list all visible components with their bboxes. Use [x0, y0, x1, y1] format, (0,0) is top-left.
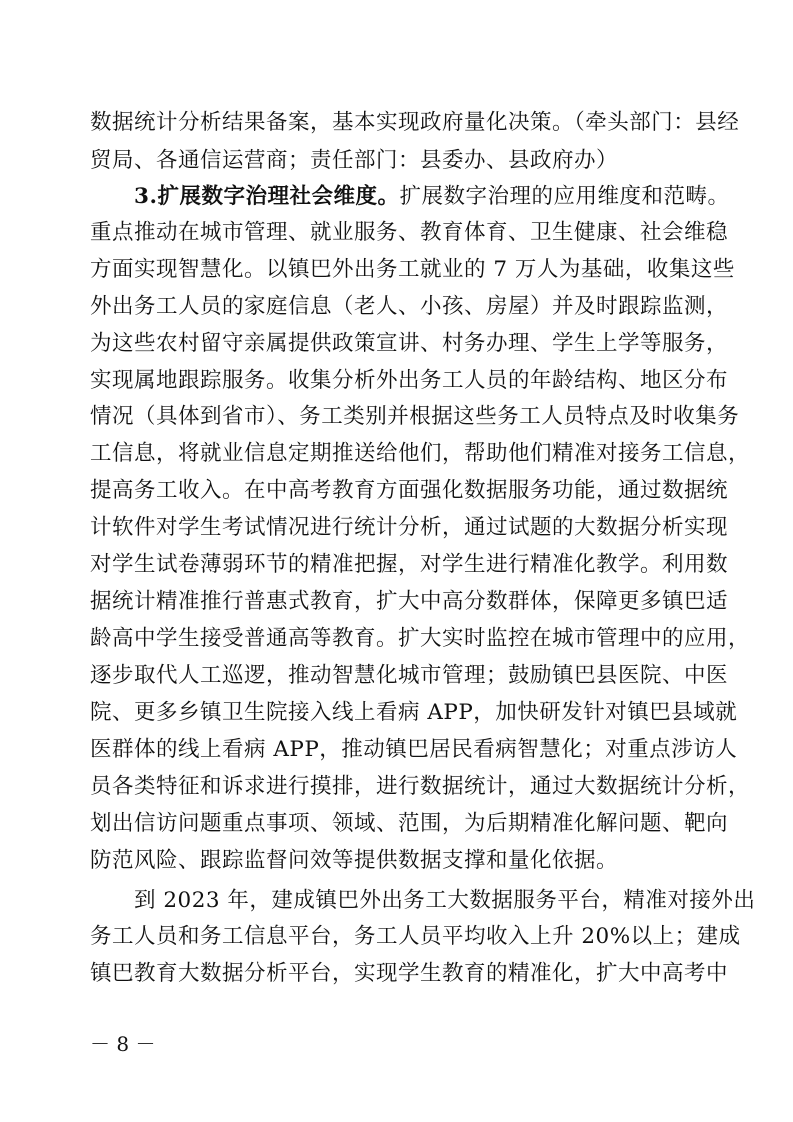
text-line: 防范风险、跟踪监督问效等提供数据支撑和量化依据。 [90, 848, 619, 873]
text-line: 贸局、各通信运营商；责任部门：县委办、县政府办） [90, 148, 619, 173]
heading-bold-title: 3.扩展数字治理社会维度。 [134, 184, 400, 209]
text-line: 划出信访问题重点事项、领域、范围，为后期精准化解问题、靶向 [90, 811, 729, 836]
text-line: 为这些农村留守亲属提供政策宣讲、村务办理、学生上学等服务， [90, 331, 729, 356]
text-line: 工信息，将就业信息定期推送给他们，帮助他们精准对接务工信息， [90, 441, 751, 466]
text-line: 提高务工收入。在中高考教育方面强化数据服务功能，通过数据统 [90, 478, 729, 503]
text-line: 外出务工人员的家庭信息（老人、小孩、房屋）并及时跟踪监测， [90, 294, 729, 319]
text-line: 实现属地跟踪服务。收集分析外出务工人员的年龄结构、地区分布 [90, 368, 729, 393]
text-line: 医群体的线上看病 APP，推动镇巴居民看病智慧化；对重点涉访人 [90, 737, 738, 762]
text-line: 情况（具体到省市）、务工类别并根据这些务工人员特点及时收集务 [90, 404, 740, 429]
text-line: 据统计精准推行普惠式教育，扩大中高分数群体，保障更多镇巴适 [90, 589, 729, 614]
text-line: 务工人员和务工信息平台，务工人员平均收入上升 20%以上；建成 [90, 924, 741, 949]
text-line: 逐步取代人工巡逻，推动智慧化城市管理；鼓励镇巴县医院、中医 [90, 663, 729, 688]
text-line: 重点推动在城市管理、就业服务、教育体育、卫生健康、社会维稳 [90, 220, 729, 245]
page-number: － 8 － [90, 1032, 156, 1056]
text-line: 院、更多乡镇卫生院接入线上看病 APP，加快研发针对镇巴县域就 [90, 700, 738, 725]
section-heading [134, 182, 730, 212]
text-line: 方面实现智慧化。以镇巴外出务工就业的 7 万人为基础，收集这些 [90, 257, 735, 282]
text-line: 镇巴教育大数据分析平台，实现学生教育的精准化，扩大中高考中 [90, 961, 729, 986]
heading-text: 扩展数字治理的应用维度和范畴。 [399, 184, 730, 209]
text-line: 龄高中学生接受普通高等教育。扩大实时监控在城市管理中的应用， [90, 626, 751, 651]
text-line: 计软件对学生考试情况进行统计分析，通过试题的大数据分析实现 [90, 515, 729, 540]
text-line: 员各类特征和诉求进行摸排，进行数据统计，通过大数据统计分析， [90, 774, 751, 799]
text-line: 到 2023 年，建成镇巴外出务工大数据服务平台，精准对接外出 [134, 888, 756, 913]
text-line: 数据统计分析结果备案，基本实现政府量化决策。（牵头部门：县经 [90, 110, 740, 135]
text-line: 对学生试卷薄弱环节的精准把握，对学生进行精准化教学。利用数 [90, 552, 729, 577]
